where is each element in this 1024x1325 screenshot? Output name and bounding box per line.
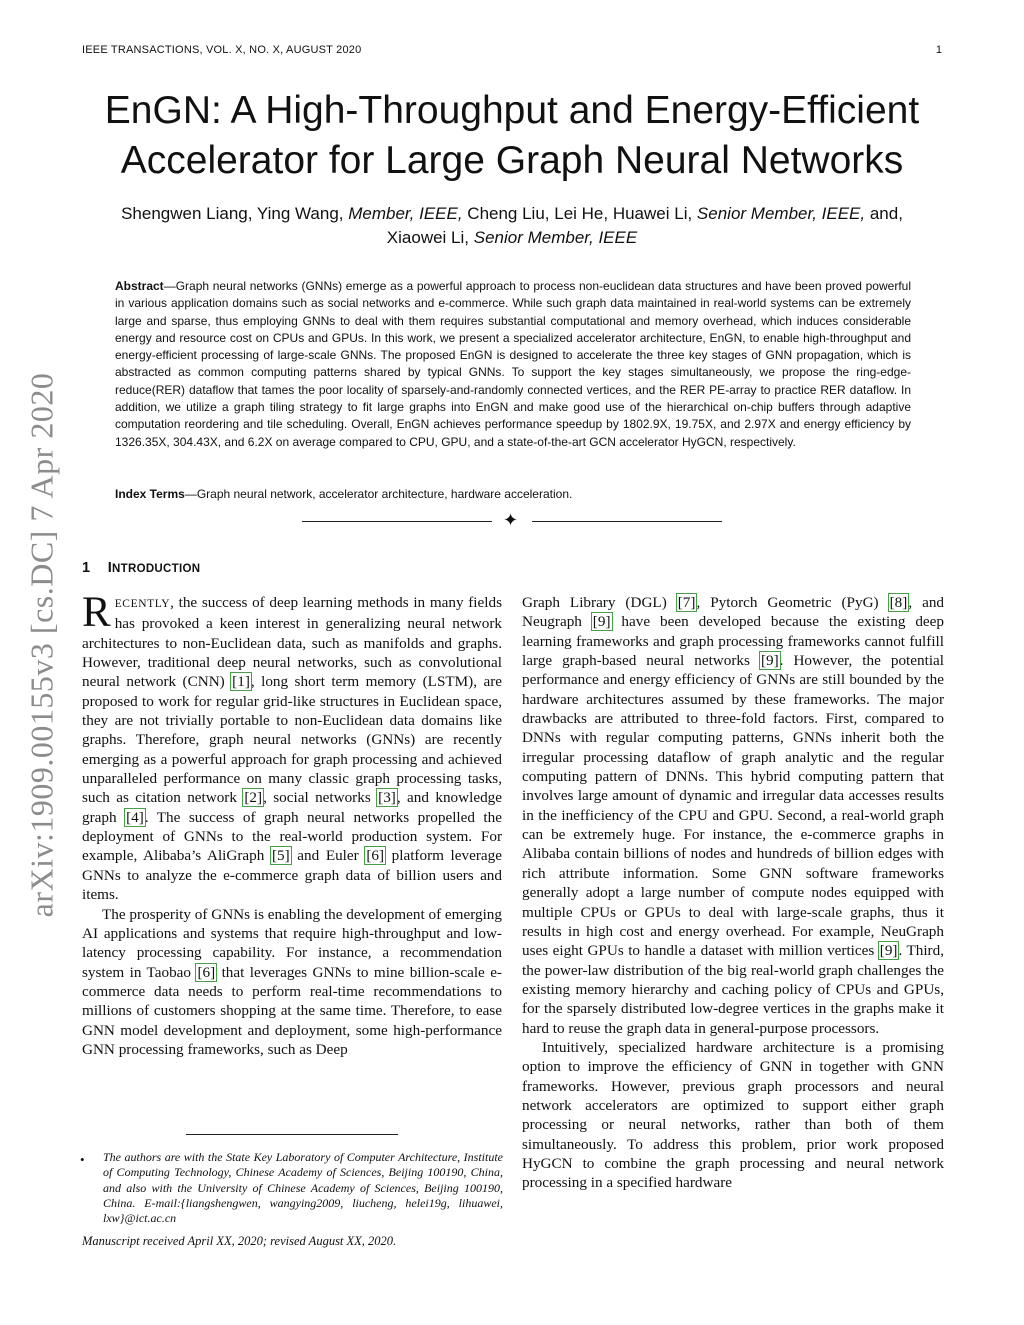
citation-link[interactable]: [7] <box>677 594 696 611</box>
arxiv-stamp-text: arXiv:1909.00155v3 [cs.DC] 7 Apr 2020 <box>23 372 60 918</box>
text-run: . The success of graph neural networks propelled the deployment of GNNs to the real-world production system. For example, Alibaba’s AliGraph <box>82 808 502 865</box>
paper-title <box>60 86 964 186</box>
footnote-rule <box>186 1134 398 1135</box>
text-run: Graph Library (DGL) <box>522 594 677 611</box>
text-run: , social networks <box>263 789 378 807</box>
author-names-1: Shengwen Liang, Ying Wang, <box>121 204 349 223</box>
intro-paragraph-3 <box>522 593 944 1038</box>
index-terms-text: —Graph neural network, accelerator architecture, hardware acceleration. <box>184 487 573 501</box>
abstract-text: —Graph neural networks (GNNs) emerge as a powerful approach to process non-euclidean data structures and have been proved powerful in various application domains such as social networks and e-commerce. While such graph data maintained in real-world systems can be extremely large and sparse, thus employing GNNs to deal with them requires substantial computational and memory overhead, which induces considerable energy and resource cost on CPUs and GPUs. In this work, we present a specialized accelerator architecture, EnGN, to enable high-throughput and energy-efficient processing of large-scale GNNs. The proposed EnGN is designed to accelerate the three key stages of GNN propagation, which is abstracted as common computing patterns shared by typical GNNs. To support the key stages simultaneously, we propose the ring-edge-reduce(RER) dataflow that tames the poor locality of sparsely-and-randomly connected vertices, and the RER PE-array to practice RER dataflow. In addition, we utilize a graph tiling strategy to fit large graphs into EnGN and make good use of the hierarchical on-chip buffers through adaptive computation reordering and tile scheduling. Overall, EnGN achieves performance speedup by 1802.9X, 19.75X, and 2.97X and energy efficiency by 1326.35X, 304.43X, and 6.2X on average compared to CPU, GPU, and a state-of-the-art GCN accelerator HyGCN, respectively. <box>115 279 911 449</box>
text-run: , long short term memory (LSTM), are proposed to work for regular grid-like structures in Euclidean space, they are not trivially portable to non-Euclidean data domains like graphs. Therefore, graph neural networks (GNNs) are recently emerging as a powerful approach for graph processing and achieved unparalleled performance on many classic graph processing tasks, such as citation network <box>82 673 502 807</box>
intro-paragraph-4: Intuitively, specialized hardware architecture is a promising option to improve the efficiency of GNN in together with GNN frameworks. However, previous graph processors and neural network accelerators are optimized to support either graph processing or neural networks, rather than both of them simultaneously. To address this problem, prior work proposed HyGCN to combine the graph processing and neural network processing in a specified hardware <box>522 1038 944 1192</box>
text-run: platform leverage GNNs to analyze the e-commerce graph data of billion users and items. <box>82 847 502 904</box>
text-run: . However, the potential performance and energy efficiency of GNNs are still bounded by the hardware architectures assumed by these frameworks. The major drawbacks are attributed to three-fold factors. First, compared to DNNs with regular computing patterns, GNNs inherit both the irregular processing dataflow of graph analytic and the regular computing pattern of DNNs. This hybrid computing pattern that involves large amount of dynamic and irregular data accesses results in the inefficiency of the CPU and GPU. Second, a real-world graph can be extremely huge. For instance, the e-commerce graphs in Alibaba contain billions of nodes and hundreds of billion edges with rich attribute information. Some GNN software frameworks generally adopt a large number of compute nodes equipped with multiple CPUs or GPUs to deal with large-scale graphs, thus it results in high cost and energy overhead. For example, NeuGraph uses eight GPUs to handle a dataset with million vertices <box>522 652 945 960</box>
author-names-3: and, <box>865 204 903 223</box>
index-terms-label: Index Terms <box>115 487 185 501</box>
text-run: The prosperity of GNNs is enabling the development of emerging AI applications and systems that require high-throughput and low-latency processing capability. For instance, a recommendation system in Taobao <box>82 905 502 981</box>
author-names-4: Xiaowei Li, <box>386 228 474 247</box>
citation-link[interactable]: [9] <box>879 942 898 960</box>
author-role-2: Senior Member, IEEE, <box>696 204 866 223</box>
author-list <box>60 202 964 250</box>
index-terms <box>115 486 911 503</box>
drop-cap: R <box>82 589 111 636</box>
text-run: and Euler <box>290 847 366 865</box>
footnote-bullet-icon: • <box>80 1152 85 1167</box>
text-run: . Third, the power-law distribution of the big real-world graph challenges the existing memory hierarchy and caching policy of CPUs and GPUs, for the sparsely distributed low-degree vertices in the graphs make it hard to reuse the graph data in general-purpose processors. <box>522 942 945 1037</box>
running-head: IEEE TRANSACTIONS, VOL. X, NO. X, AUGUST 2020 <box>82 44 362 56</box>
citation-link[interactable]: [6] <box>197 963 216 981</box>
divider-diamond-icon: ✦ <box>503 510 519 530</box>
divider-rule-right <box>532 521 722 522</box>
page-number: 1 <box>935 44 942 56</box>
citation-link[interactable]: [8] <box>889 594 908 611</box>
title-line-1: EnGN: A High-Throughput and Energy-Efficient <box>104 89 920 132</box>
citation-link[interactable]: [4] <box>126 808 144 826</box>
text-run: , and knowledge graph <box>82 789 502 826</box>
section-title-initial: I <box>107 560 113 576</box>
citation-link[interactable]: [1] <box>232 673 250 691</box>
author-line-1 <box>60 202 964 226</box>
citation-link[interactable]: [2] <box>244 789 263 807</box>
text-run: , and Neugraph <box>522 594 945 631</box>
author-role-1: Member, IEEE, <box>348 204 463 223</box>
manuscript-note: Manuscript received April XX, 2020; revised August XX, 2020. <box>82 1234 397 1248</box>
citation-link[interactable]: [9] <box>760 652 779 670</box>
section-title-rest: NTRODUCTION <box>112 563 201 575</box>
title-line-2: Accelerator for Large Graph Neural Networks <box>120 139 904 182</box>
text-run: , Pytorch Geometric (PyG) <box>696 594 889 611</box>
section-heading <box>82 560 200 576</box>
affiliation-footnote: The authors are with the State Key Laboratory of Computer Architecture, Institute of Computing Technology, Chinese Academy of Sciences, Beijing 100190, China, and also with the University of Chinese Academy of Sciences, Beijing 100190, China. E-mail:{liangshengwen, wangying2009, liucheng, helei19g, lihuawei, lxw}@ict.ac.cn <box>103 1150 503 1226</box>
intro-paragraph-1 <box>82 589 502 905</box>
author-line-2 <box>60 226 964 250</box>
left-column <box>82 589 502 1059</box>
section-number: 1 <box>82 560 91 576</box>
abstract <box>115 278 911 451</box>
abstract-label: Abstract <box>115 279 164 293</box>
author-role-3: Senior Member, IEEE <box>473 228 638 247</box>
text-run: that leverages GNNs to mine billion-scale e-commerce data needs to perform real-time recommendations to millions of customers shopping at the same time. Therefore, to ease GNN model development and deployment, some high-performance GNN processing frameworks, such as Deep <box>82 963 502 1058</box>
citation-link[interactable]: [3] <box>378 789 396 807</box>
text-run: have been developed because the existing deep learning frameworks and graph processing frameworks cannot fulfill large graph-based neural networks <box>522 613 944 670</box>
citation-link[interactable]: [9] <box>592 613 611 631</box>
text-run: , the success of deep learning methods in many fields has provoked a keen interest in generalizing neural network architectures to non-Euclidean data, such as manifolds and graphs. However, traditional deep neural networks, such as convolutional neural network (CNN) <box>82 594 502 691</box>
intro-paragraph-2 <box>82 905 502 1060</box>
citation-link[interactable]: [5] <box>271 847 290 865</box>
citation-link[interactable]: [6] <box>366 847 385 865</box>
right-column <box>522 593 944 1193</box>
author-names-2: Cheng Liu, Lei He, Huawei Li, <box>462 204 697 223</box>
divider-rule-left <box>302 521 492 522</box>
lead-smallcaps: ECENTLY <box>114 598 171 610</box>
